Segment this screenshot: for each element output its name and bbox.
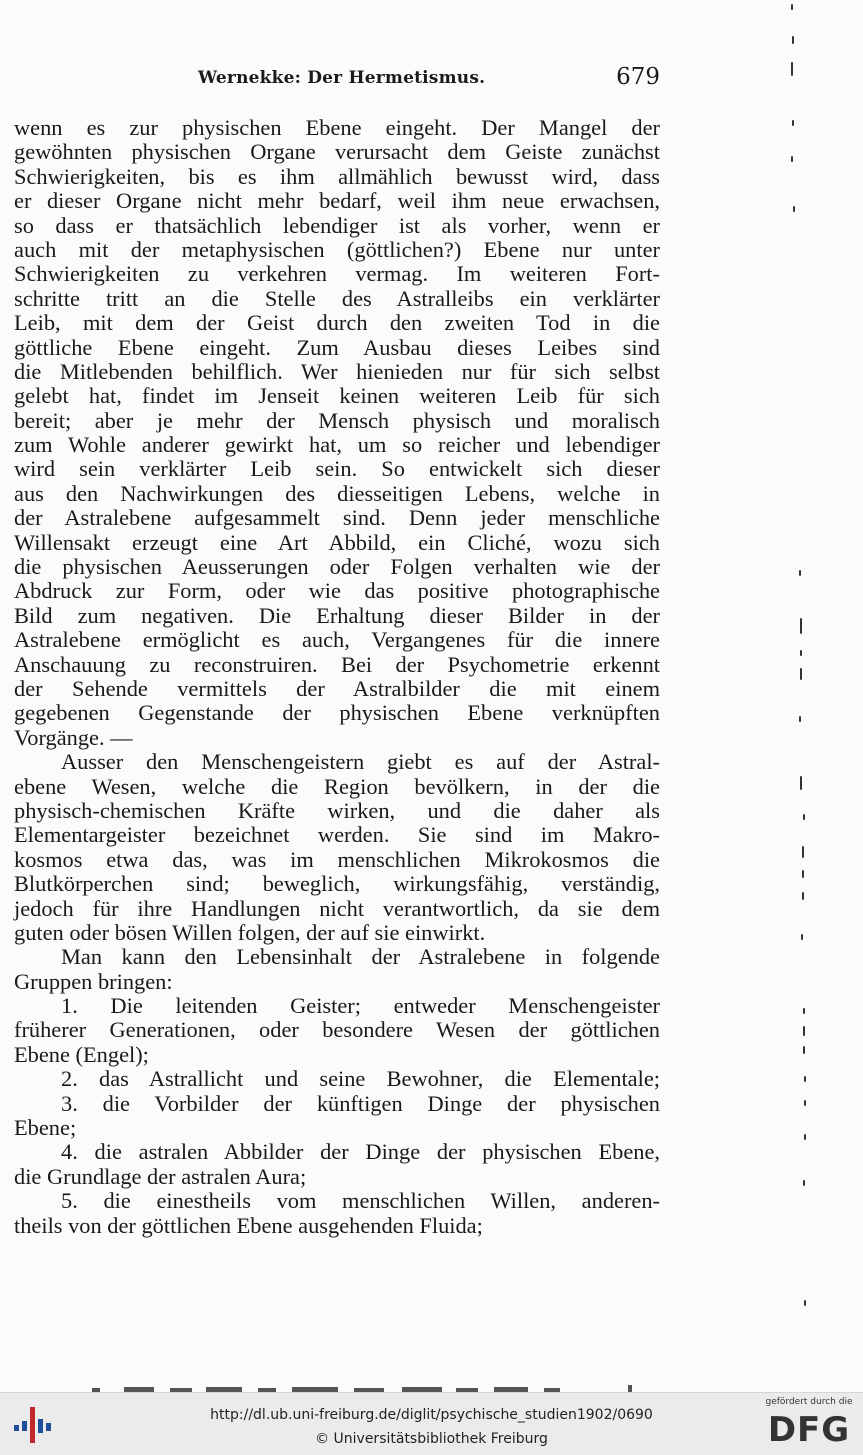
margin-mark: [800, 618, 802, 634]
list-item-line: Ebene (Engel);: [14, 1041, 149, 1067]
margin-mark: [791, 156, 793, 162]
text-line: Gruppen bringen:: [14, 968, 173, 994]
text-line: Man kann den Lebensinhalt der Astralebene in folgende: [61, 944, 660, 970]
text-line: göttliche Ebene eingeht. Zum Ausbau dieses Leibes sind: [14, 334, 660, 360]
text-line: Bild zum negativen. Die Erhaltung dieser Bilder in der: [14, 602, 660, 628]
list-item-line: die Grundlage der astralen Aura;: [14, 1163, 307, 1189]
permalink-url[interactable]: http://dl.ub.uni-freiburg.de/diglit/psychische_studien1902/0690: [210, 1407, 653, 1423]
page-number: 679: [616, 64, 660, 90]
text-line: die Mitlebenden behilflich. Wer hienieden nur für sich selbst: [14, 358, 660, 384]
text-line: ebene Wesen, welche die Region bevölkern, in der die: [14, 773, 660, 799]
margin-mark: [803, 1008, 805, 1014]
margin-mark: [800, 776, 802, 790]
body-text: [14, 116, 660, 1238]
text-line: Willensakt erzeugt eine Art Abbild, ein Cliché, wozu sich: [14, 529, 660, 555]
margin-mark: [802, 892, 804, 900]
margin-mark: [804, 1076, 806, 1082]
list-item-line: theils von der göttlichen Ebene ausgehenden Fluida;: [14, 1212, 483, 1238]
margin-mark: [803, 814, 805, 820]
text-line: Elementargeister bezeichnet werden. Sie sind im Makro-: [14, 822, 660, 848]
text-line: kosmos etwa das, was im menschlichen Mikrokosmos die: [14, 846, 660, 872]
text-line: die physischen Aeusserungen oder Folgen verhalten wie der: [14, 554, 660, 580]
scan-margin-marks: [788, 0, 808, 1392]
viewer-footer: [0, 1392, 863, 1455]
margin-mark: [791, 62, 793, 76]
text-line: Blutkörperchen sind; beweglich, wirkungsfähig, verständig,: [14, 871, 660, 897]
text-line: physisch-chemischen Kräfte wirken, und die daher als: [14, 797, 660, 823]
list-item-line: Ebene;: [14, 1115, 77, 1141]
text-line: Astralebene ermöglicht es auch, Vergangenes für die innere: [14, 627, 660, 653]
margin-mark: [800, 650, 802, 656]
running-head-title: Wernekke: Der Hermetismus.: [198, 68, 486, 88]
text-line: Schwierigkeiten zu verkehren vermag. Im weiteren Fort-: [14, 261, 660, 287]
text-line: gelebt hat, findet im Jenseit keinen weiteren Leib für sich: [14, 383, 660, 409]
list-item-line: 1. Die leitenden Geister; entweder Menschengeister: [61, 993, 660, 1019]
text-line: Schwierigkeiten, bis es ihm allmählich bewusst wird, dass: [14, 163, 660, 189]
margin-mark: [803, 1046, 805, 1054]
text-line: Leib, mit dem der Geist durch den zweiten Tod in die: [14, 310, 660, 336]
margin-mark: [801, 934, 803, 940]
text-line: bereit; aber je mehr der Mensch physisch und moralisch: [14, 407, 660, 433]
list-item-line: früherer Generationen, oder besondere Wesen der göttlichen: [14, 1017, 660, 1043]
margin-mark: [803, 1180, 805, 1186]
text-line: zum Wohle anderer gewirkt hat, um so reicher und lebendiger: [14, 432, 660, 458]
scan-bleed-next-line: [0, 1378, 863, 1392]
margin-mark: [802, 846, 804, 858]
text-line: gewöhnten physischen Organe verursacht dem Geiste zunächst: [14, 139, 660, 165]
text-line: schritte tritt an die Stelle des Astralleibs ein verklärter: [14, 285, 660, 311]
text-line: der Sehende vermittels der Astralbilder die mit einem: [14, 675, 660, 701]
text-line: der Astralebene aufgesammelt sind. Denn jeder menschliche: [14, 505, 660, 531]
text-line: so dass er thatsächlich lebendiger ist als vorher, wenn er: [14, 212, 660, 238]
text-line: er dieser Organe nicht mehr bedarf, weil ihm neue erwachsen,: [14, 188, 660, 214]
text-line: Anschauung zu reconstruiren. Bei der Psychometrie erkennt: [14, 651, 660, 677]
text-line: gegebenen Gegenstande der physischen Ebene verknüpften: [14, 700, 660, 726]
funder-logo: [761, 1397, 857, 1451]
text-line: Vorgänge. —: [14, 724, 133, 750]
margin-mark: [799, 716, 801, 722]
margin-mark: [804, 1100, 806, 1106]
list-item-line: 4. die astralen Abbilder der Dinge der physischen Ebene,: [61, 1139, 660, 1165]
copyright-notice: © Universitätsbibliothek Freiburg: [315, 1431, 548, 1447]
margin-mark: [803, 1026, 805, 1036]
margin-mark: [804, 1300, 806, 1306]
text-line: aus den Nachwirkungen des diesseitigen Lebens, welche in: [14, 480, 660, 506]
margin-mark: [800, 668, 802, 680]
text-line: jedoch für ihre Handlungen nicht verantwortlich, da sie dem: [14, 895, 660, 921]
margin-mark: [793, 206, 795, 212]
funding-note: gefördert durch die: [765, 1397, 853, 1407]
margin-mark: [802, 870, 804, 878]
running-head: [14, 64, 660, 98]
margin-mark: [799, 570, 801, 576]
dfg-logo-icon: DFG: [767, 1410, 851, 1450]
text-line: auch mit der metaphysischen (göttlichen?) Ebene nur unter: [14, 236, 660, 262]
list-item-line: 2. das Astrallicht und seine Bewohner, die Elementale;: [61, 1066, 660, 1092]
margin-mark: [791, 4, 793, 10]
text-line: guten oder bösen Willen folgen, der auf sie einwirkt.: [14, 919, 486, 945]
margin-mark: [792, 36, 794, 44]
text-line: wird sein verklärter Leib sein. So entwickelt sich dieser: [14, 456, 660, 482]
list-item-line: 5. die einestheils vom menschlichen Willen, anderen-: [61, 1188, 660, 1214]
list-item-line: 3. die Vorbilder der künftigen Dinge der physischen: [61, 1090, 660, 1116]
margin-mark: [804, 1134, 806, 1140]
text-line: Ausser den Menschengeistern giebt es auf der Astral-: [61, 749, 660, 775]
text-line: Abdruck zur Form, oder wie das positive photographische: [14, 578, 660, 604]
margin-mark: [792, 120, 794, 126]
text-line: wenn es zur physischen Ebene eingeht. Der Mangel der: [14, 115, 660, 140]
